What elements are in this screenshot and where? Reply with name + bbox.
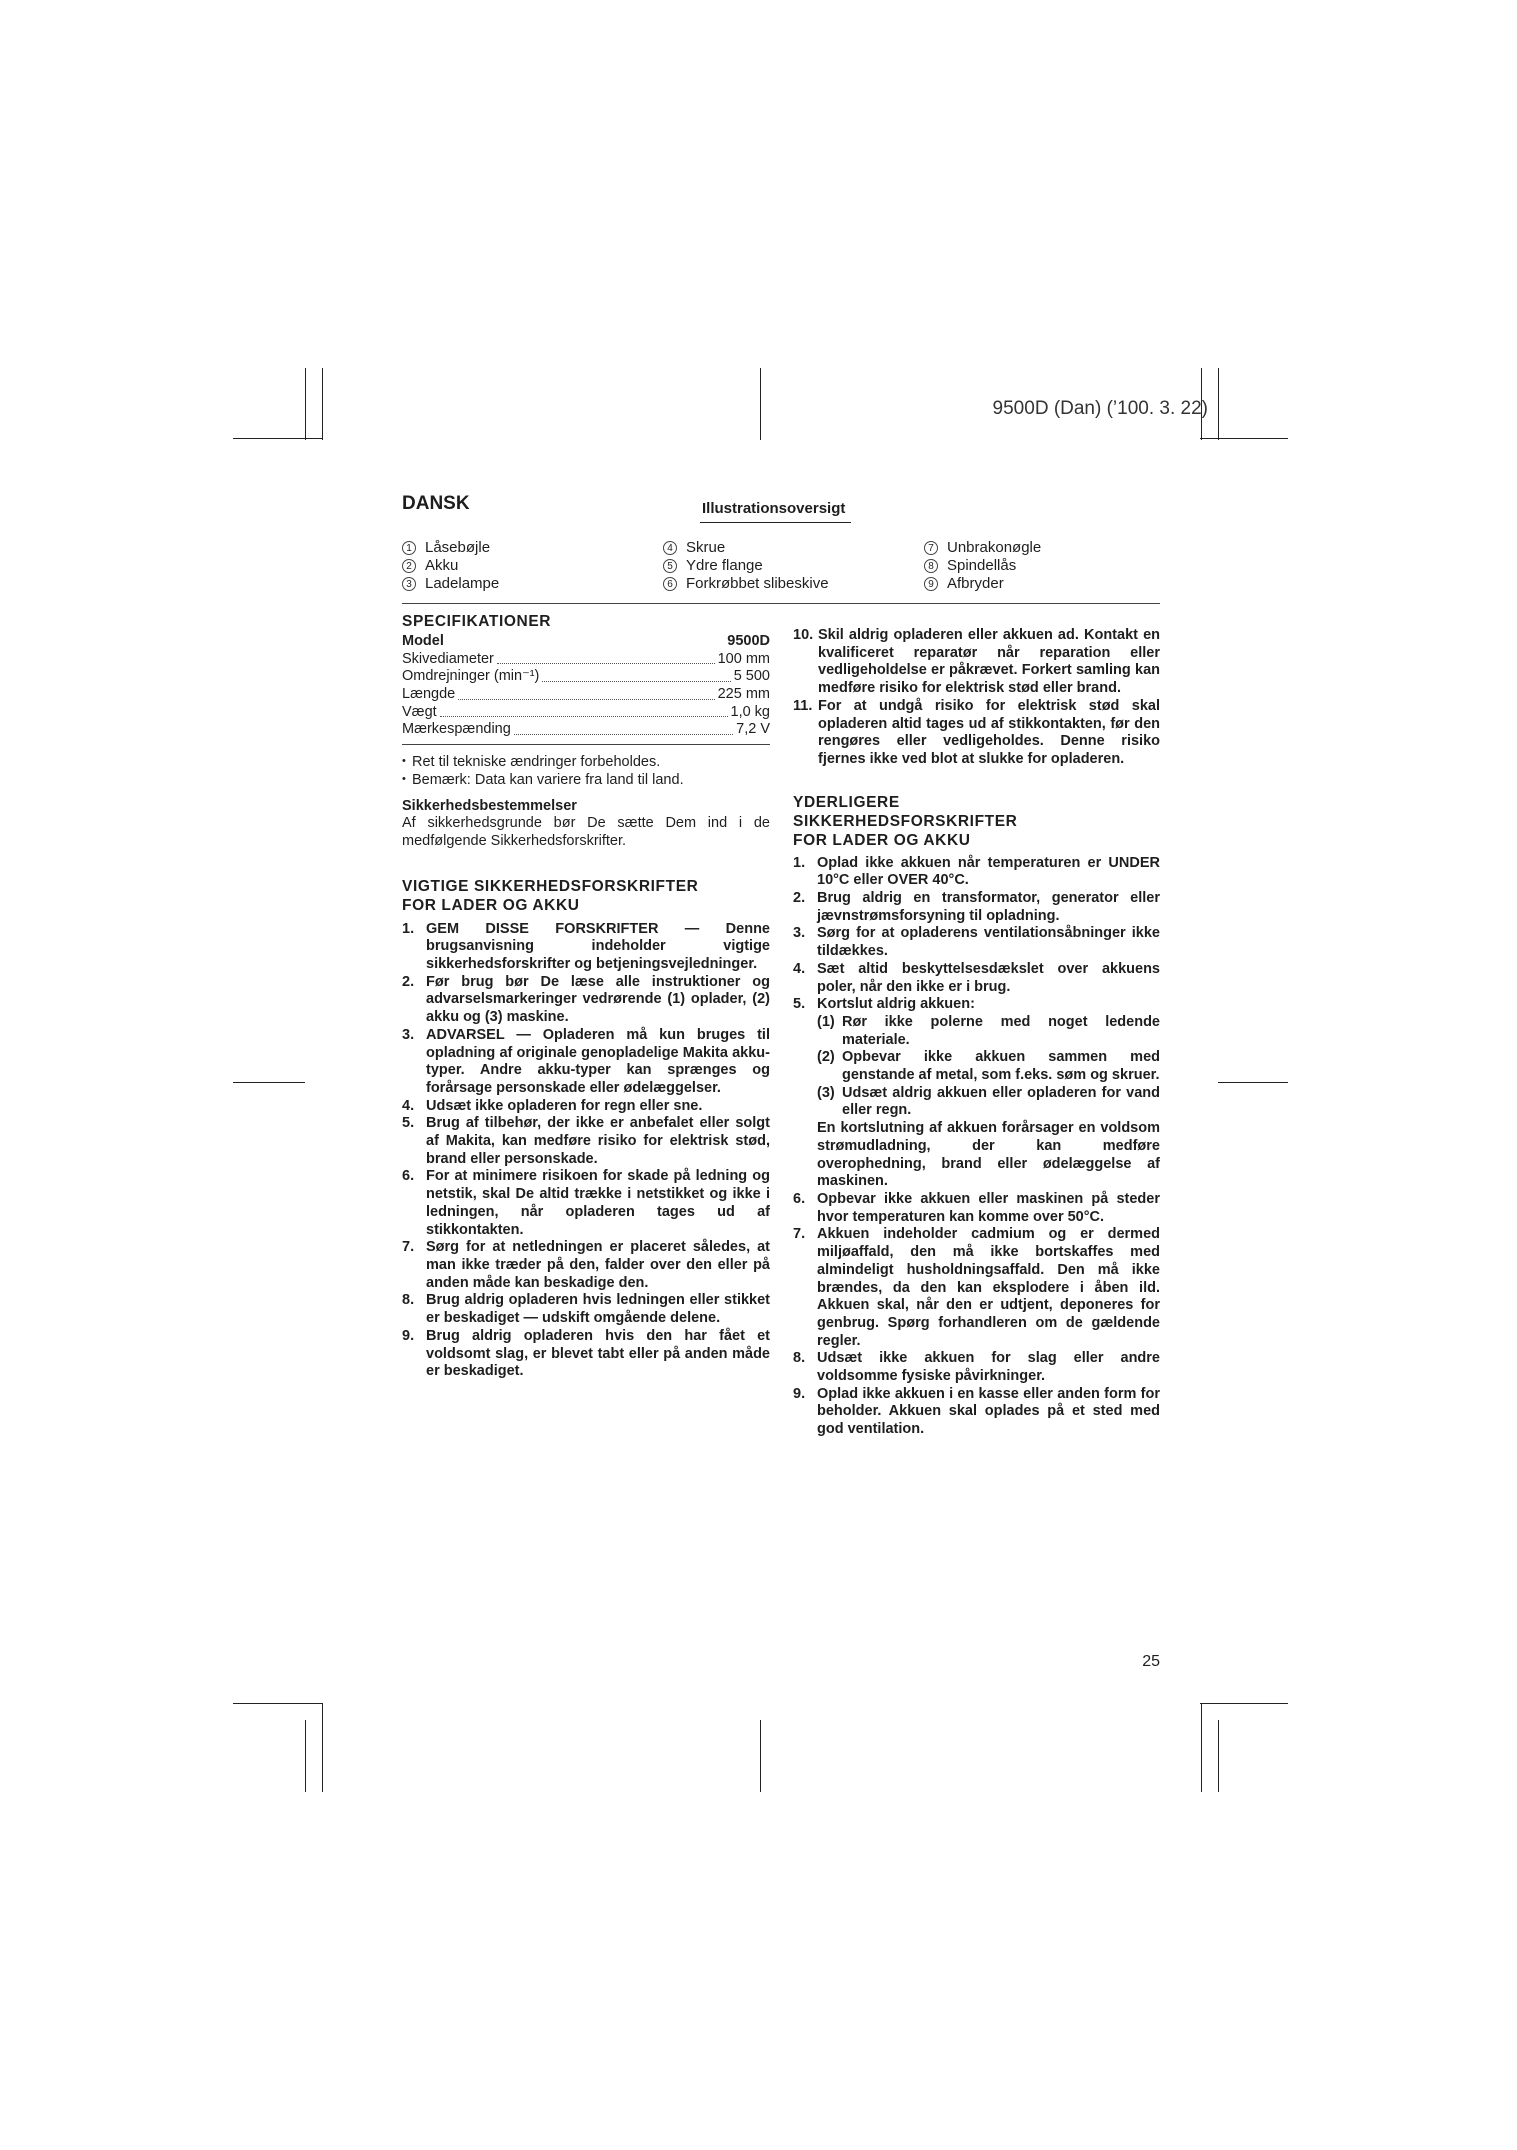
item-text: Udsæt ikke opladeren for regn eller sne.	[426, 1097, 703, 1114]
item-text: GEM DISSE FORSKRIFTER — Denne brugsanvisning indeholder vigtige sikkerhedsforskrifter og betjeningsvejledninger.	[426, 920, 770, 973]
item-number: 11.	[793, 697, 813, 714]
item-number: 6.	[402, 1168, 415, 1185]
legend-item	[924, 575, 1041, 593]
item-number: 9.	[793, 1385, 806, 1402]
crop-mark	[1218, 1082, 1288, 1083]
item-number: 7.	[402, 1239, 415, 1256]
item-text: Opbevar ikke akkuen eller maskinen på steder hvor temperaturen kan komme over 50°C.	[817, 1190, 1160, 1225]
item-number: 3.	[793, 925, 806, 942]
spec-label: Vægt	[402, 703, 437, 720]
item-number: 4.	[402, 1097, 415, 1114]
document-code: 9500D (Dan) (’100. 3. 22)	[992, 398, 1208, 419]
crop-mark	[233, 438, 323, 439]
sub-number: (2)	[817, 1049, 835, 1066]
number-circle: 9	[924, 577, 938, 591]
sub-list	[793, 1014, 1160, 1191]
item-number: 8.	[793, 1350, 806, 1367]
title-line: SIKKERHEDSFORSKRIFTER	[793, 812, 1018, 830]
spec-label: Længde	[402, 686, 456, 703]
crop-mark	[233, 1703, 323, 1704]
list-item	[402, 1239, 770, 1292]
legend-column-2	[663, 539, 829, 593]
crop-mark	[1200, 1703, 1288, 1704]
spec-row	[402, 686, 770, 704]
legend-item	[663, 539, 829, 557]
legend-item	[402, 539, 499, 557]
number-circle: 3	[402, 577, 416, 591]
item-number: 8.	[402, 1292, 415, 1309]
spec-value: 100 mm	[717, 650, 770, 667]
item-number: 10.	[793, 627, 814, 643]
item-number: 2.	[402, 973, 415, 990]
legend-label: Akku	[425, 557, 459, 574]
spec-model-label: Model	[402, 633, 444, 649]
sub-item	[817, 1049, 1160, 1084]
item-text: Brug aldrig opladeren hvis den har fået et voldsomt slag, er blevet tabt eller på anden måde er beskadiget.	[426, 1327, 770, 1380]
crop-mark	[1218, 368, 1219, 440]
list-item	[402, 1168, 770, 1239]
illustration-title: Illustrationsoversigt	[700, 500, 851, 523]
legend-item	[402, 557, 499, 575]
spec-note: • Bemærk: Data kan variere fra land til land.	[402, 771, 684, 788]
item-number: 2.	[793, 890, 806, 907]
list-item	[402, 921, 770, 974]
list-item	[793, 1191, 1160, 1226]
item-text: Brug aldrig opladeren hvis ledningen eller stikket er beskadiget — udskift omgående delene.	[426, 1292, 770, 1327]
list-item	[793, 1350, 1160, 1385]
item-number: 6.	[793, 1190, 806, 1207]
item-number: 1.	[793, 854, 806, 871]
charger-list-continued	[793, 627, 1160, 769]
item-text: Sæt altid beskyttelsesdækslet over akkuens poler, når den ikke er i brug.	[817, 960, 1160, 995]
legend-item	[663, 575, 829, 593]
item-text: Skil aldrig opladeren eller akkuen ad. Kontakt en kvalificeret reparatør når reparation eller vedligeholdelse er påkrævet. Forkert samling kan medføre risiko for elektrisk stød eller brand.	[818, 627, 1160, 697]
short-circuit-note: En kortslutning af akkuen forårsager en voldsom strømudladning, der kan medføre overophedning, brand eller ødelæggelse af maskinen.	[817, 1120, 1160, 1190]
crop-mark	[322, 368, 323, 440]
list-item	[402, 1292, 770, 1327]
crop-mark	[760, 1720, 761, 1792]
legend-item	[924, 557, 1041, 575]
legend-label: Ladelampe	[425, 575, 500, 592]
legend-column-1	[402, 539, 499, 593]
item-text: Sørg for at opladerens ventilationsåbninger ikke tildækkes.	[817, 925, 1160, 960]
list-item	[793, 890, 1160, 925]
specs-title: SPECIFIKATIONER	[402, 613, 552, 630]
spec-value: 7,2 V	[736, 721, 770, 738]
list-item	[793, 698, 1160, 769]
sub-number: (3)	[817, 1084, 835, 1101]
sub-number: (1)	[817, 1013, 835, 1030]
spec-row	[402, 704, 770, 722]
spec-label: Omdrejninger (min⁻¹)	[402, 668, 540, 685]
legend-label: Skrue	[686, 539, 726, 556]
left-column	[402, 612, 770, 1381]
list-item	[793, 925, 1160, 960]
right-column	[793, 627, 1160, 1439]
item-text: Oplad ikke akkuen i en kasse eller anden form for beholder. Akkuen skal oplades på et sted med god ventilation.	[817, 1385, 1160, 1438]
spec-value: 5 500	[733, 668, 770, 685]
list-item	[402, 974, 770, 1027]
crop-mark	[305, 368, 306, 440]
charger-section-title	[402, 877, 770, 915]
list-item	[793, 961, 1160, 996]
number-circle: 1	[402, 541, 416, 555]
item-number: 5.	[402, 1115, 415, 1132]
item-text: Brug aldrig en transformator, generator eller jævnstrømsforsyning til opladning.	[817, 890, 1160, 924]
title-line: YDERLIGERE	[793, 793, 900, 811]
number-circle: 2	[402, 559, 416, 573]
list-item	[793, 996, 1160, 1014]
item-number: 1.	[402, 920, 415, 937]
additional-list	[793, 855, 1160, 1014]
spec-row	[402, 721, 770, 739]
note-text: Ret til tekniske ændringer forbeholdes.	[412, 754, 661, 771]
item-number: 9.	[402, 1327, 415, 1344]
spec-model-row	[402, 633, 770, 651]
list-item	[793, 627, 1160, 698]
legend-label: Afbryder	[947, 575, 1004, 592]
crop-mark	[1201, 1703, 1202, 1792]
legend-item	[924, 539, 1041, 557]
crop-mark	[305, 1720, 306, 1792]
crop-mark	[233, 1082, 305, 1083]
sub-text: Opbevar ikke akkuen sammen med genstande af metal, som f.eks. søm og skruer.	[842, 1049, 1160, 1084]
sub-text: Rør ikke polerne med noget ledende materiale.	[842, 1013, 1160, 1048]
charger-list	[402, 921, 770, 1381]
list-item	[402, 1328, 770, 1381]
crop-mark	[1200, 438, 1288, 439]
item-text: ADVARSEL — Opladeren må kun bruges til opladning af originale genopladelige Makita akku-typer. Andre akku-typer kan sprænges og forårsage personskade eller ødelæggelser.	[426, 1026, 770, 1096]
crop-mark	[1218, 1720, 1219, 1792]
spec-row	[402, 668, 770, 686]
safety-text: Af sikkerhedsgrunde bør De sætte Dem ind i de medfølgende Sikkerhedsforskrifter.	[402, 815, 770, 849]
legend-label: Forkrøbbet slibeskive	[686, 575, 829, 592]
legend-label: Låsebøjle	[425, 539, 491, 556]
legend-label: Ydre flange	[686, 557, 763, 574]
item-text: Udsæt ikke akkuen for slag eller andre voldsomme fysiske påvirkninger.	[817, 1350, 1160, 1385]
page-number: 25	[1142, 1653, 1160, 1670]
legend-column-3	[924, 539, 1041, 593]
sub-text: Udsæt aldrig akkuen eller opladeren for vand eller regn.	[842, 1084, 1160, 1119]
additional-section-title	[793, 793, 1160, 850]
legend-label: Unbrakonøgle	[947, 539, 1042, 556]
crop-mark	[322, 1703, 323, 1792]
item-number: 7.	[793, 1226, 806, 1243]
sub-item	[817, 1085, 1160, 1120]
item-text: For at minimere risikoen for skade på ledning og netstik, skal De altid trække i netstikket og ikke i ledningen, når opladeren tages ud af stikkontakten.	[426, 1168, 770, 1238]
number-circle: 6	[663, 577, 677, 591]
additional-list-continued	[793, 1191, 1160, 1439]
item-text: Sørg for at netledningen er placeret således, at man ikke træder på den, falder over den eller på anden måde kan beskadige den.	[426, 1239, 770, 1291]
title-line: VIGTIGE SIKKERHEDSFORSKRIFTER	[402, 877, 699, 895]
spec-label: Skivediameter	[402, 650, 494, 667]
spec-value: 225 mm	[717, 686, 770, 703]
crop-mark	[760, 368, 761, 440]
sub-item	[817, 1014, 1160, 1049]
list-item	[402, 1098, 770, 1116]
safety-heading: Sikkerhedsbestemmelser	[402, 797, 577, 814]
list-item	[402, 1027, 770, 1098]
item-text: Kortslut aldrig akkuen:	[817, 996, 975, 1013]
divider	[402, 744, 770, 745]
language-title: DANSK	[402, 493, 470, 514]
item-text: Oplad ikke akkuen når temperaturen er UNDER 10°C eller OVER 40°C.	[817, 854, 1160, 889]
list-item	[793, 1226, 1160, 1350]
item-text: Brug af tilbehør, der ikke er anbefalet eller solgt af Makita, kan medføre risiko for elektrisk stød, brand eller personskade.	[426, 1115, 770, 1167]
item-text: Før brug bør De læse alle instruktioner og advarselsmarkeringer vedrørende (1) oplader, (2) akku og (3) maskine.	[426, 973, 770, 1026]
list-item	[793, 855, 1160, 890]
spec-label: Mærkespænding	[402, 721, 511, 738]
spec-value: 1,0 kg	[730, 703, 770, 720]
legend-item	[663, 557, 829, 575]
spec-model-value: 9500D	[727, 633, 770, 649]
item-number: 3.	[402, 1026, 415, 1043]
item-text: Akkuen indeholder cadmium og er dermed miljøaffald, den må ikke bortskaffes med almindeligt husholdningsaffald. Den må ikke brændes, da den kan eksplodere i åben ild. Akkuen skal, når den er udtjent, deponeres for genbrug. Spørg forhandleren om de gældende regler.	[817, 1226, 1160, 1349]
spec-note: • Ret til tekniske ændringer forbeholdes.	[402, 754, 661, 771]
title-line: FOR LADER OG AKKU	[793, 831, 971, 849]
legend-label: Spindellås	[947, 557, 1017, 574]
item-number: 4.	[793, 960, 806, 977]
item-text: For at undgå risiko for elektrisk stød skal opladeren altid tages ud af stikkontakten, før den rengøres eller vedligeholdes. Denne risiko fjernes ikke ved blot at slukke for opladeren.	[818, 697, 1160, 767]
number-circle: 4	[663, 541, 677, 555]
spec-row	[402, 651, 770, 669]
title-line: FOR LADER OG AKKU	[402, 896, 580, 914]
number-circle: 5	[663, 559, 677, 573]
item-number: 5.	[793, 996, 806, 1013]
list-item	[402, 1115, 770, 1168]
divider	[402, 603, 1160, 604]
legend-item	[402, 575, 499, 593]
number-circle: 7	[924, 541, 938, 555]
note-text: Bemærk: Data kan variere fra land til land.	[412, 771, 684, 788]
number-circle: 8	[924, 559, 938, 573]
list-item	[793, 1386, 1160, 1439]
